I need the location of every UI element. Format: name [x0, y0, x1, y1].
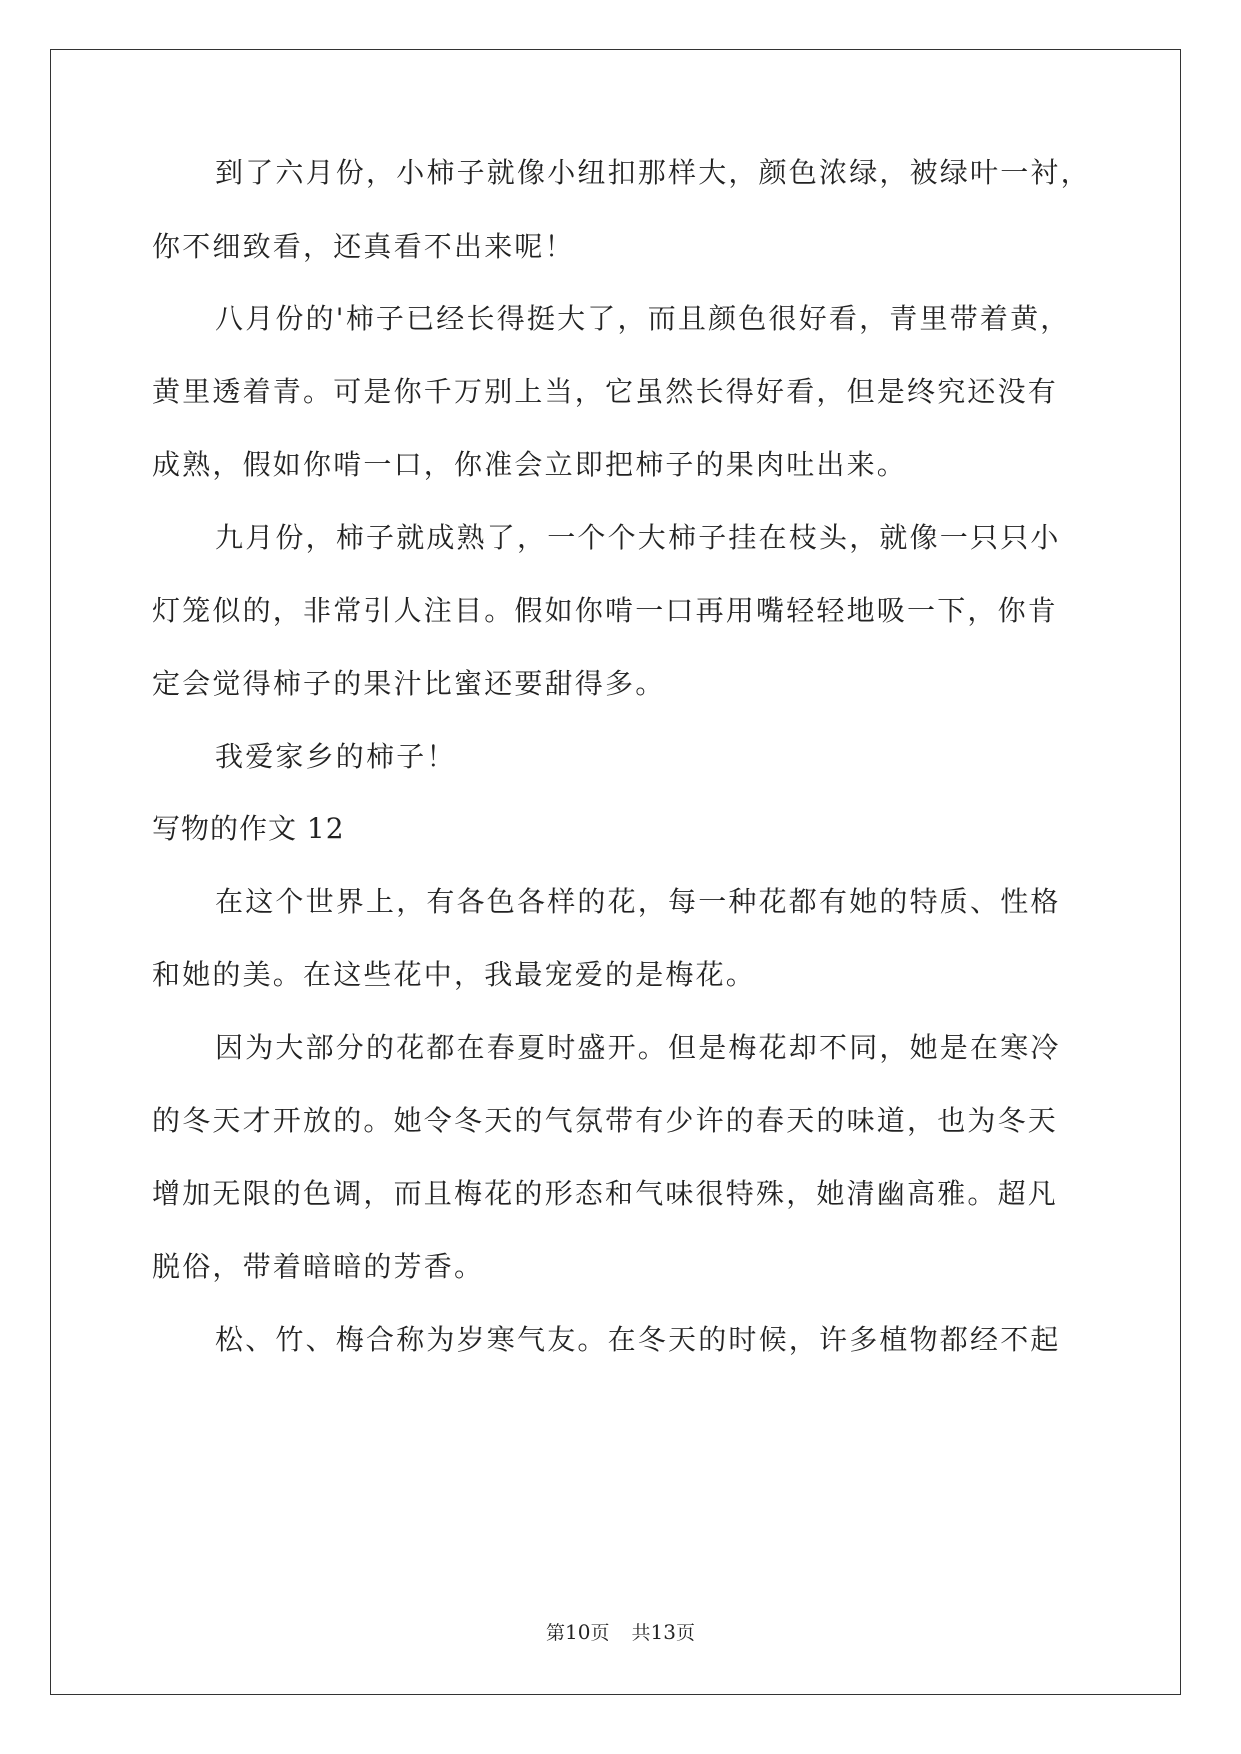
paragraph-line: 定会觉得柿子的果汁比蜜还要甜得多。 [152, 667, 666, 700]
footer-page-suffix: 页 [590, 1622, 610, 1644]
paragraph-line: 灯笼似的，非常引人注目。假如你啃一口再用嘴轻轻地吸一下，你肯 [152, 594, 1059, 627]
paragraph-line: 我爱家乡的柿子！ [215, 740, 457, 773]
section-heading: 写物的作文 12 [152, 812, 345, 845]
paragraph-line: 九月份，柿子就成熟了，一个个大柿子挂在枝头，就像一只只小 [215, 521, 1061, 554]
page-footer [0, 1620, 1241, 1645]
paragraph-line: 黄里透着青。可是你千万别上当，它虽然长得好看，但是终究还没有 [152, 375, 1059, 408]
footer-current-page: 10 [565, 1620, 591, 1644]
paragraph-line: 你不细致看，还真看不出来呢！ [152, 230, 575, 263]
paragraph-line: 因为大部分的花都在春夏时盛开。但是梅花却不同，她是在寒冷 [215, 1031, 1061, 1064]
paragraph-line: 在这个世界上，有各色各样的花，每一种花都有她的特质、性格 [215, 885, 1061, 918]
footer-page-prefix: 第 [546, 1622, 566, 1644]
paragraph-line: 成熟，假如你啃一口，你准会立即把柿子的果肉吐出来。 [152, 448, 908, 481]
paragraph-line: 和她的美。在这些花中，我最宠爱的是梅花。 [152, 958, 757, 991]
paragraph-line: 增加无限的色调，而且梅花的形态和气味很特殊，她清幽高雅。超凡 [152, 1177, 1059, 1210]
paragraph-line: 八月份的'柿子已经长得挺大了，而且颜色很好看，青里带着黄， [215, 302, 1071, 335]
footer-total-pages: 13 [650, 1620, 676, 1644]
paragraph-line: 的冬天才开放的。她令冬天的气氛带有少许的春天的味道，也为冬天 [152, 1104, 1059, 1137]
paragraph-line: 松、竹、梅合称为岁寒气友。在冬天的时候，许多植物都经不起 [215, 1323, 1061, 1356]
paragraph-line: 到了六月份，小柿子就像小纽扣那样大，颜色浓绿，被绿叶一衬， [215, 156, 1091, 189]
page-border [50, 49, 1181, 1695]
footer-total-prefix: 共 [631, 1622, 651, 1644]
footer-total-suffix: 页 [675, 1622, 695, 1644]
paragraph-line: 脱俗，带着暗暗的芳香。 [152, 1250, 485, 1283]
